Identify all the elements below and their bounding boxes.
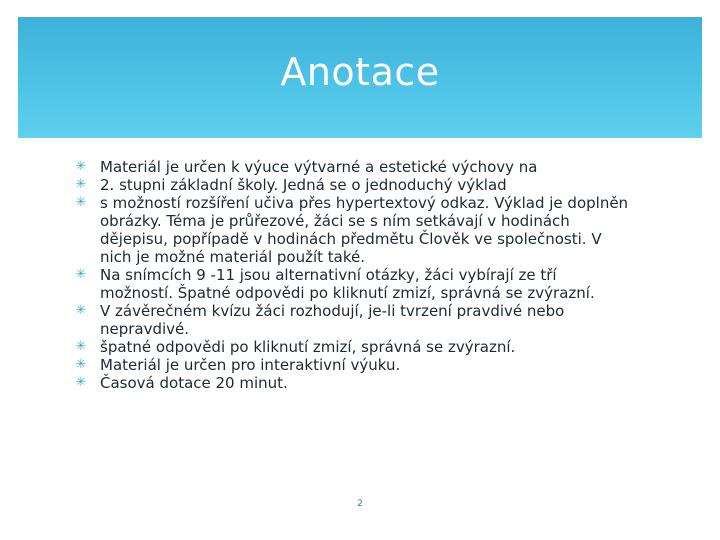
asterisk-bullet-icon: ✳ <box>75 375 87 390</box>
list-item <box>74 356 634 374</box>
list-item <box>74 302 634 338</box>
asterisk-bullet-icon: ✳ <box>75 177 87 192</box>
list-item-text: Materiál je určen pro interaktivní výuku. <box>100 356 401 374</box>
list-item-text: s možností rozšíření učiva přes hypertextový odkaz. Výklad je doplněn obrázky. Téma je průřezové, žáci se s ním setkávají v hodinách dějepisu, popřípadě v hodinách předmětu Člověk ve společnosti. V nich je možné materiál použít také. <box>100 194 629 266</box>
list-item <box>74 338 634 356</box>
bullet-list <box>74 158 634 392</box>
list-item <box>74 266 634 302</box>
asterisk-bullet-icon: ✳ <box>75 267 87 282</box>
list-item-text: Materiál je určen k výuce výtvarné a estetické výchovy na <box>100 158 538 176</box>
list-item-text: špatné odpovědi po kliknutí zmizí, správná se zvýrazní. <box>100 338 516 356</box>
slide-title-text: Anotace <box>280 50 440 94</box>
page-number: 2 <box>357 499 363 509</box>
list-item <box>74 176 634 194</box>
asterisk-bullet-icon: ✳ <box>75 303 87 318</box>
asterisk-bullet-icon: ✳ <box>75 339 87 354</box>
slide-title <box>0 50 720 94</box>
list-item <box>74 158 634 176</box>
asterisk-bullet-icon: ✳ <box>75 159 87 174</box>
list-item <box>74 194 634 266</box>
list-item-text: 2. stupni základní školy. Jedná se o jednoduchý výklad <box>100 176 507 194</box>
list-item-text: Na snímcích 9 -11 jsou alternativní otázky, žáci vybírají ze tří možností. Špatné odpovědi po kliknutí zmizí, správná se zvýrazní. <box>100 266 595 302</box>
asterisk-bullet-icon: ✳ <box>75 195 87 210</box>
list-item-text: Časová dotace 20 minut. <box>100 374 288 392</box>
list-item-text: V závěrečném kvízu žáci rozhodují, je-li tvrzení pravdivé nebo nepravdivé. <box>100 302 565 338</box>
asterisk-bullet-icon: ✳ <box>75 357 87 372</box>
list-item <box>74 374 634 392</box>
